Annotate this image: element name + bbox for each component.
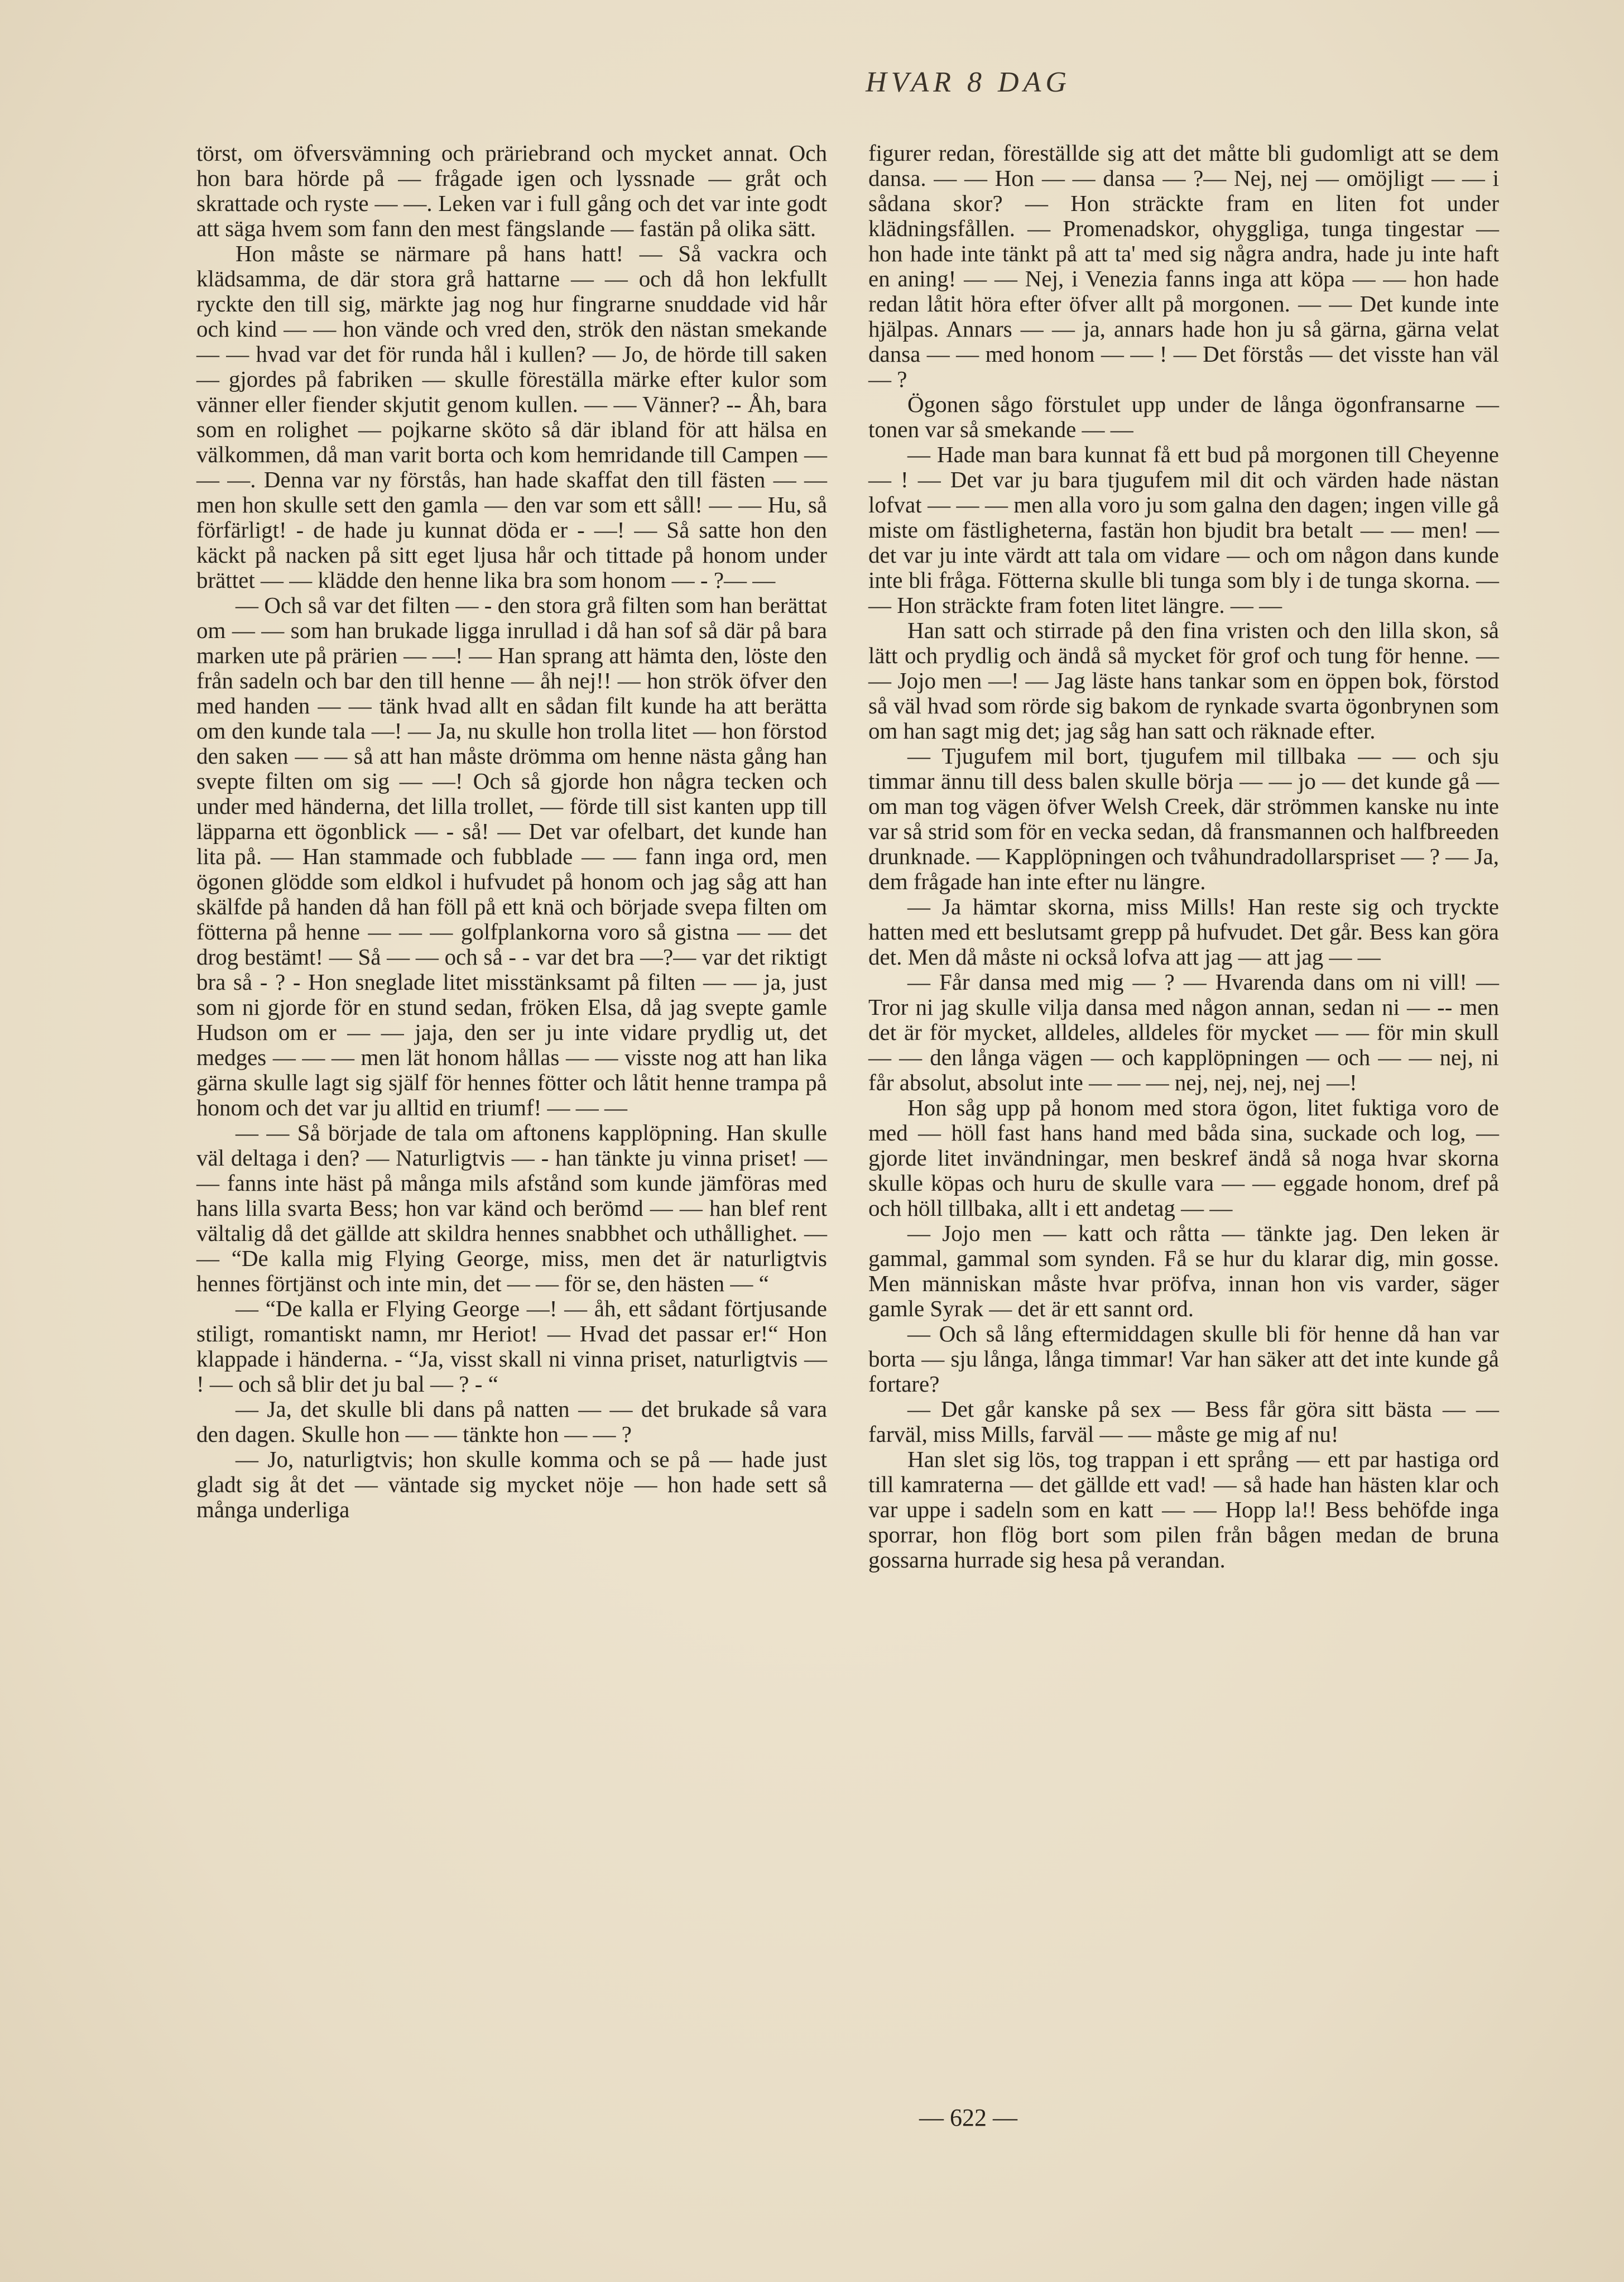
paragraph: törst, om öfversvämning och präriebrand och mycket annat. Och hon bara hörde på — frågade igen och lyssnade — gråt och skrattade och ryste — —. Leken var i full gång och det var inte godt att säga hvem som fann den mest fängslande — fastän på olika sätt. — [196, 140, 827, 241]
page-number — [0, 2103, 1624, 2132]
left-column — [196, 141, 827, 1522]
paragraph: — Hade man bara kunnat få ett bud på morgonen till Cheyenne — ! — Det var ju bara tjugufem mil dit och värden hade nästan lofvat — — — men alla voro ju som galna den dagen; ingen ville gå miste om fästligheterna, fastän hon bjudit bra betalt — — men! — det var ju inte värdt att tala om vidare — och om någon dans kunde inte bli fråga. Fötterna skulle bli tunga som bly i de tunga skorna. — — Hon sträckte fram foten litet längre. — — — [868, 442, 1499, 618]
paragraph: — Får dansa med mig — ? — Hvarenda dans om ni vill! — Tror ni jag skulle vilja dansa med någon annan, sedan ni — -- men det är för mycket, alldeles, alldeles för mycket — — för min skull — — den långa vägen — och kapplöpningen — och — — nej, ni får absolut, absolut inte — — — nej, nej, nej, nej —! — [868, 969, 1499, 1095]
running-title: HVAR 8 DAG — [866, 66, 1071, 98]
paragraph: Han slet sig lös, tog trappan i ett språng — ett par hastiga ord till kamraterna — det gällde ett vad! — så hade han hästen klar och var uppe i sadeln som en katt — — Hopp la!! Bess behöfde inga sporrar, hon flög bort som pilen från bågen medan de bruna gossarna hurrade sig hesa på verandan. — [868, 1446, 1499, 1573]
paragraph: — Tjugufem mil bort, tjugufem mil tillbaka — — och sju timmar ännu till dess balen skulle börja — — jo — det kunde gå — om man tog vägen öfver Welsh Creek, där strömmen kanske nu inte var så strid som för en vecka sedan, då fransmannen och halfbreeden drunknade. — Kapplöpningen och tvåhundradollarspriset — ? — Ja, dem frågade han inte efter nu längre. — [868, 743, 1499, 894]
paragraph: Ögonen sågo förstulet upp under de långa ögonfransarne — tonen var så smekande — — — [868, 391, 1499, 442]
running-header — [0, 66, 1624, 99]
page-number-text: — 622 — — [919, 2104, 1017, 2131]
paragraph: — Och så lång eftermiddagen skulle bli för henne då han var borta — sju långa, långa timmar! Var han säker att det inte kunde gå fortare? — [868, 1321, 1499, 1397]
paragraph: — Jo, naturligtvis; hon skulle komma och se på — hade just gladt sig åt det — väntade sig mycket nöje — hon hade sett så många underliga — [196, 1446, 827, 1522]
paragraph: — — Så började de tala om aftonens kapplöpning. Han skulle väl deltaga i den? — Naturligtvis — - han tänkte ju vinna priset! — — fanns inte häst på många mils afstånd som kunde jämföras med hans lilla svarta Bess; hon var känd och berömd — — han blef rent vältalig då det gällde att skildra hennes snabbhet och uthållighet. — — “De kalla mig Flying George, miss, men det är naturligtvis hennes förtjänst och inte min, det — — för se, den hästen — “ — [196, 1120, 827, 1296]
paragraph: Han satt och stirrade på den fina vristen och den lilla skon, så lätt och prydlig och ändå så mycket för grof och tung för henne. — — Jojo men —! — Jag läste hans tankar som en öppen bok, förstod så väl hvad som rörde sig bakom de rynkade svarta ögonbrynen som om han sagt mig det; jag såg han satt och räknade efter. — [868, 617, 1499, 744]
paragraph: — Jojo men — katt och råtta — tänkte jag. Den leken är gammal, gammal som synden. Få se hur du klarar dig, min gosse. Men människan måste hvar pröfva, innan hon vis varder, säger gamle Syrak — det är ett sannt ord. — [868, 1220, 1499, 1321]
paragraph: Hon såg upp på honom med stora ögon, litet fuktiga voro de med — höll fast hans hand med båda sina, suckade och log, — gjorde litet invändningar, men beskref ändå så noga hvar skorna skulle köpas och huru de skulle vara — — eggade honom, dref på och höll tillbaka, allt i ett andetag — — — [868, 1095, 1499, 1221]
right-column — [868, 141, 1499, 1573]
paragraph: — Ja, det skulle bli dans på natten — — det brukade så vara den dagen. Skulle hon — — tänkte hon — — ? — [196, 1396, 827, 1447]
paragraph: — Det går kanske på sex — Bess får göra sitt bästa — — farväl, miss Mills, farväl — — måste ge mig af nu! — [868, 1396, 1499, 1447]
paragraph: — Och så var det filten — - den stora grå filten som han berättat om — — som han brukade ligga inrullad i då han sof så där på bara marken ute på prärien — —! — Han sprang att hämta den, löste den från sadeln och bar den till henne — åh nej!! — hon strök öfver den med handen — — tänk hvad allt en sådan filt kunde ha att berätta om den kunde tala —! — Ja, nu skulle hon trolla litet — hon förstod den saken — — så att han måste drömma om henne nästa gång han svepte filten om sig — —! Och så gjorde hon några tecken och under med händerna, det lilla trollet, — förde till sist kanten upp till läpparna ett ögonblick — - så! — Det var ofelbart, det kunde han lita på. — Han stammade och fubblade — — fann inga ord, men ögonen glödde som eldkol i hufvudet på honom och jag såg att han skälfde på handen då han föll på ett knä och började svepa filten om fötterna på henne — — — golfplankorna voro så gistna — — det drog bestämt! — Så — — och så - - var det bra —?— var det riktigt bra så - ? - Hon sneglade litet misstänksamt på filten — — ja, just som ni gjorde för en stund sedan, fröken Elsa, då jag svepte gamle Hudson om er — — jaja, den ser ju inte vidare prydlig ut, det medges — — — men lät honom hållas — — visste nog att han lika gärna skulle lagt sig själf för hennes fötter och låtit henne trampa på honom och det var ju alltid en triumf! — — — — [196, 592, 827, 1120]
paragraph: Hon måste se närmare på hans hatt! — Så vackra och klädsamma, de där stora grå hattarne — — och då hon lekfullt ryckte den till sig, märkte jag nog hur fingrarne snuddade vid hår och kind — — hon vände och vred den, strök den nästan smekande — — hvad var det för runda hål i kullen? — Jo, de hörde till saken — gjordes på fabriken — skulle föreställa märke efter kulor som vänner eller fiender skjutit genom kullen. — — Vänner? -- Åh, bara som en rolighet — pojkarne sköto så där ibland för att hälsa en välkommen, då man varit borta och kom hemridande till Campen — — —. Denna var ny förstås, han hade skaffat den till fästen — — men hon skulle sett den gamla — den var som ett såll! — — Hu, så förfärligt! - de hade ju kunnat döda er - —! — Så satte hon den käckt på nacken på sitt eget ljusa hår och tittade på honom under brättet — — klädde den henne lika bra som honom — - ?— — — [196, 241, 827, 593]
paragraph: figurer redan, föreställde sig att det måtte bli gudomligt att se dem dansa. — — Hon — — dansa — ?— Nej, nej — omöjligt — — i sådana skor? — Hon sträckte fram en liten fot under klädningsfållen. — Promenadskor, ohyggliga, tunga tingestar — hon hade inte tänkt på att ta' med sig några andra, hade ju inte haft en aning! — — Nej, i Venezia fanns inga att köpa — — hon hade redan låtit höra efter öfver allt på morgonen. — — Det kunde inte hjälpas. Annars — — ja, annars hade hon ju så gärna, gärna velat dansa — — med honom — — ! — Det förstås — det visste han väl — ? — [868, 140, 1499, 392]
paragraph: — Ja hämtar skorna, miss Mills! Han reste sig och tryckte hatten med ett beslutsamt grepp på hufvudet. Det går. Bess kan göra det. Men då måste ni också lofva att jag — att jag — — — [868, 894, 1499, 970]
paragraph: — “De kalla er Flying George —! — åh, ett sådant förtjusande stiligt, romantiskt namn, mr Heriot! — Hvad det passar er!“ Hon klappade i händerna. - “Ja, visst skall ni vinna priset, naturligtvis — ! — och så blir det ju bal — ? - “ — [196, 1296, 827, 1397]
